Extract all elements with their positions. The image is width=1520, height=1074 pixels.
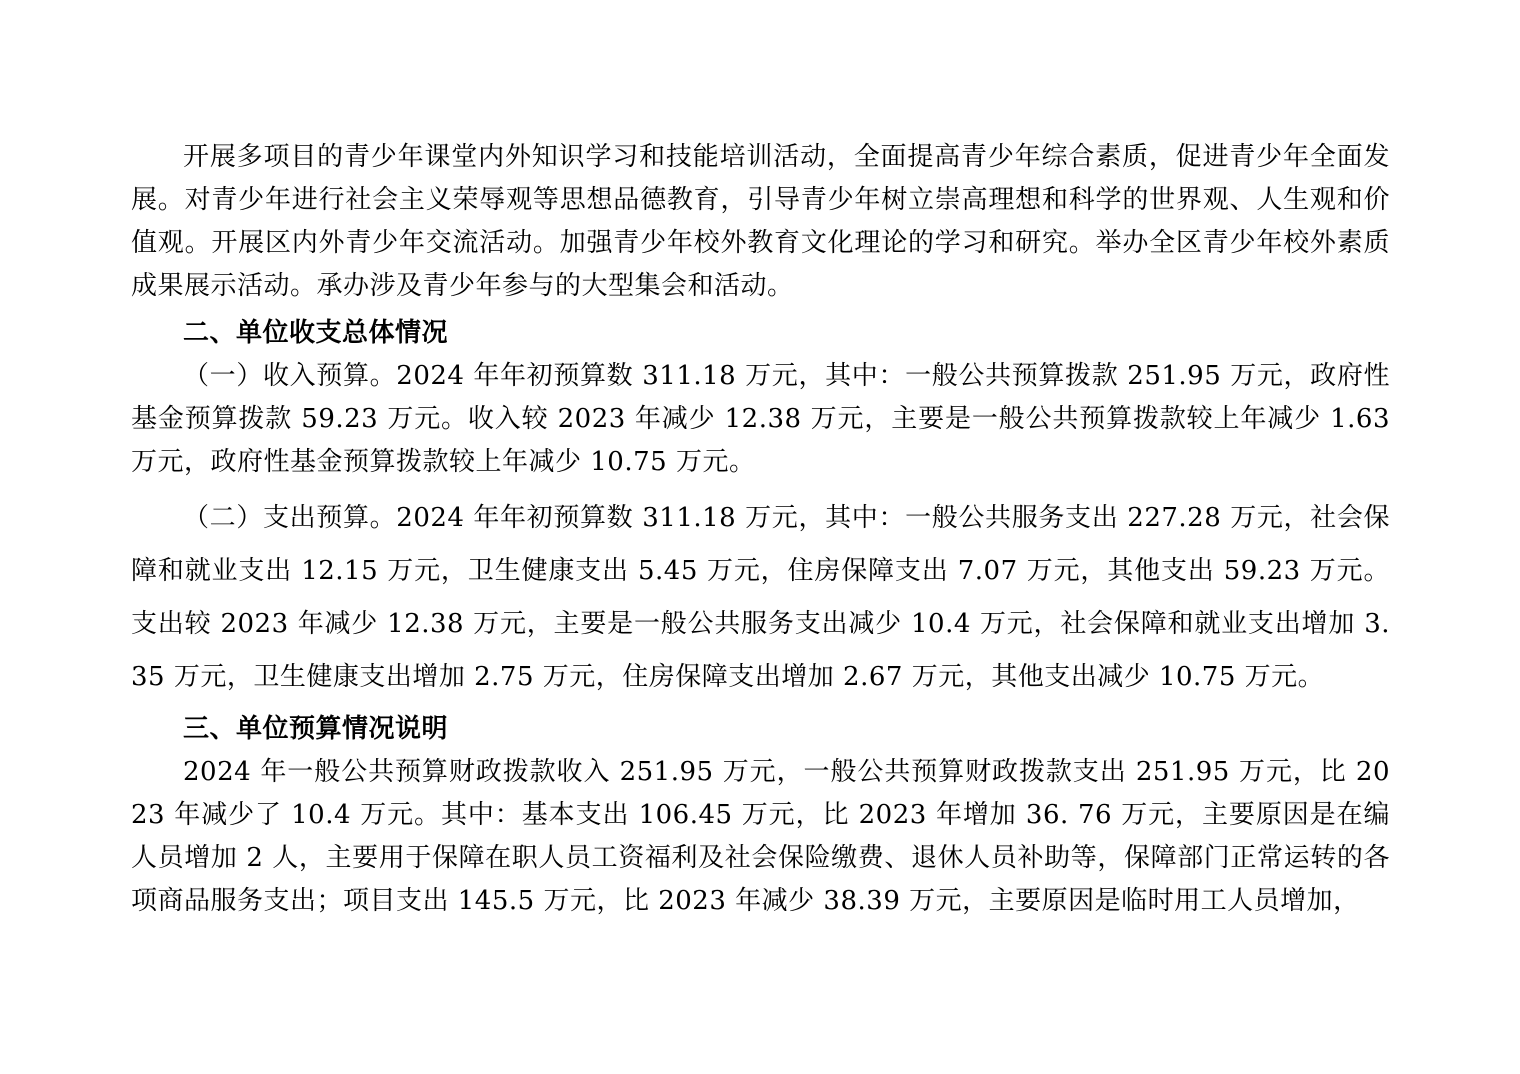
paragraph-youth-activities: 开展多项目的青少年课堂内外知识学习和技能培训活动，全面提高青少年综合素质，促进青少年全面发展。对青少年进行社会主义荣辱观等思想品德教育，引导青少年树立崇高理想和科学的世界观、人生观和价值观。开展区内外青少年交流活动。加强青少年校外教育文化理论的学习和研究。举办全区青少年校外素质成果展示活动。承办涉及青少年参与的大型集会和活动。 — [131, 142, 1390, 301]
section-heading-budget-explanation: 三、单位预算情况说明 — [183, 714, 449, 744]
paragraph-expense-budget: （二）支出预算。2024 年年初预算数 311.18 万元，其中：一般公共服务支出 227.28 万元，社会保障和就业支出 12.15 万元，卫生健康支出 5.45 万元，住房保障支出 7.07 万元，其他支出 59.23 万元。支出较 2023 年减少 12.38 万元，主要是一般公共服务支出减少 10.4 万元，社会保障和就业支出增加 3.35 万元，卫生健康支出增加 2.75 万元，住房保障支出增加 2.67 万元，其他支出减少 10.75 万元。 — [131, 503, 1390, 692]
section-heading-income-expense-overview: 二、单位收支总体情况 — [183, 318, 449, 348]
paragraph-general-budget: 2024 年一般公共预算财政拨款收入 251.95 万元，一般公共预算财政拨款支出 251.95 万元，比 2023 年减少了 10.4 万元。其中：基本支出 106.45 万元，比 2023 年增加 36. 76 万元，主要原因是在编人员增加 2 人，主要用于保障在职人员工资福利及社会保险缴费、退休人员补助等，保障部门正常运转的各项商品服务支出；项目支出 145.5 万元，比 2023 年减少 38.39 万元，主要原因是临时用工人员增加， — [131, 757, 1390, 916]
document-body — [131, 136, 1390, 923]
paragraph-income-budget: （一）收入预算。2024 年年初预算数 311.18 万元，其中：一般公共预算拨款 251.95 万元，政府性基金预算拨款 59.23 万元。收入较 2023 年减少 12.38 万元，主要是一般公共预算拨款较上年减少 1.63 万元，政府性基金预算拨款较上年减少 10.75 万元。 — [131, 361, 1390, 477]
